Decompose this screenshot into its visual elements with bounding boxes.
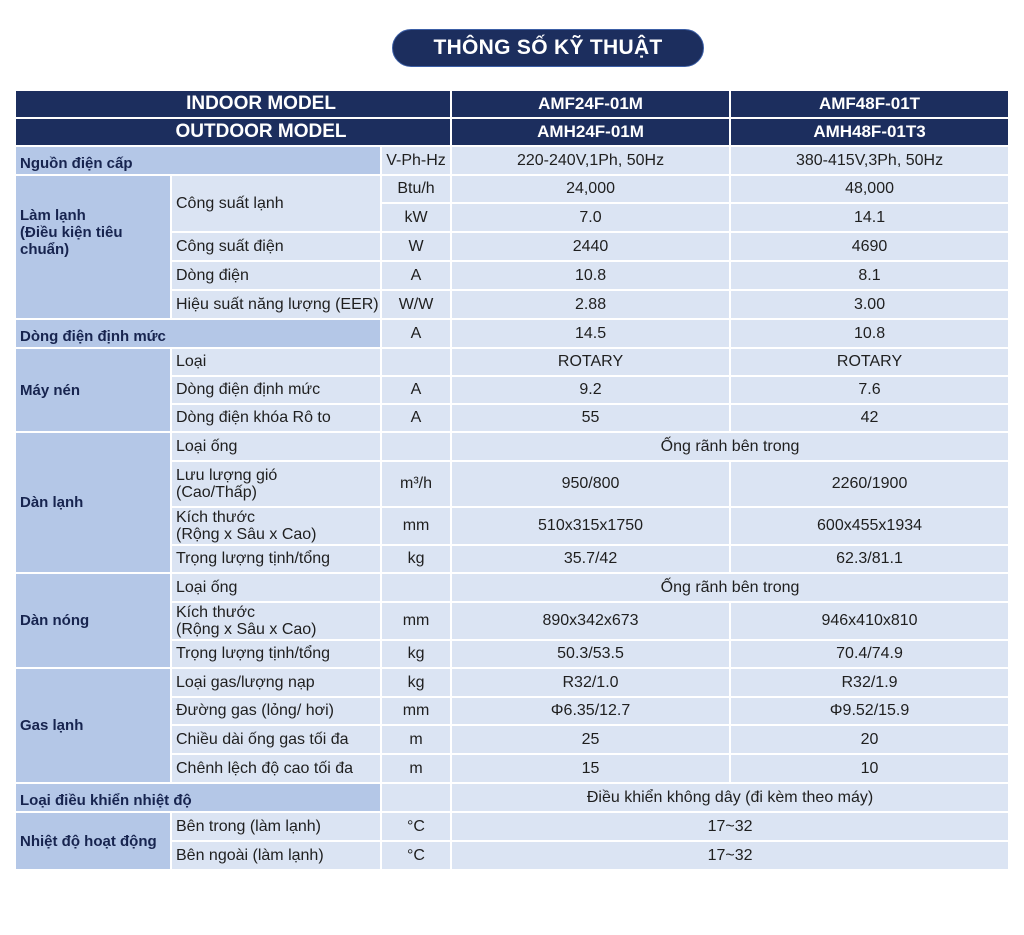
refrigerant-group-label: Gas lạnh bbox=[15, 668, 171, 783]
outdoor-model-label: OUTDOOR MODEL bbox=[15, 118, 451, 146]
controller-row bbox=[15, 783, 1009, 812]
indoor-model-1: AMF24F-01M bbox=[451, 90, 730, 118]
cooling-btu-value-2: 48,000 bbox=[730, 175, 1009, 203]
compressor-type-unit bbox=[381, 348, 451, 376]
gas-piping-label: Đường gas (lỏng/ hơi) bbox=[171, 697, 381, 725]
gas-charge-value-1: R32/1.0 bbox=[451, 668, 730, 697]
eer-label: Hiệu suất năng lượng (EER) bbox=[171, 290, 381, 319]
cooling-capacity-btu-row bbox=[15, 175, 1009, 203]
rated-current-value-2: 10.8 bbox=[730, 319, 1009, 348]
indoor-weight-unit: kg bbox=[381, 545, 451, 573]
power-supply-unit: V-Ph-Hz bbox=[381, 146, 451, 175]
max-height-value-2: 10 bbox=[730, 754, 1009, 783]
eer-unit: W/W bbox=[381, 290, 451, 319]
controller-unit bbox=[381, 783, 451, 812]
indoor-pipe-label: Loại ống bbox=[171, 432, 381, 461]
compressor-rated-current-unit: A bbox=[381, 376, 451, 404]
indoor-airflow-label: Lưu lượng gió (Cao/Thấp) bbox=[171, 461, 381, 507]
cooling-current-label: Dòng điện bbox=[171, 261, 381, 290]
cooling-btu-unit: Btu/h bbox=[381, 175, 451, 203]
compressor-type-value-2: ROTARY bbox=[730, 348, 1009, 376]
compressor-type-label: Loại bbox=[171, 348, 381, 376]
indoor-dimensions-label: Kích thước (Rộng x Sâu x Cao) bbox=[171, 507, 381, 545]
compressor-lra-value-1: 55 bbox=[451, 404, 730, 432]
outdoor-dimensions-label: Kích thước (Rộng x Sâu x Cao) bbox=[171, 602, 381, 640]
cooling-kw-value-2: 14.1 bbox=[730, 203, 1009, 232]
operating-outdoor-value: 17~32 bbox=[451, 841, 1009, 870]
outdoor-dimensions-value-1: 890x342x673 bbox=[451, 602, 730, 640]
compressor-lra-unit: A bbox=[381, 404, 451, 432]
operating-indoor-value: 17~32 bbox=[451, 812, 1009, 841]
outdoor-pipe-row bbox=[15, 573, 1009, 602]
max-length-value-2: 20 bbox=[730, 725, 1009, 754]
controller-label: Loại điều khiển nhiệt độ bbox=[15, 783, 381, 812]
outdoor-pipe-unit bbox=[381, 573, 451, 602]
gas-charge-unit: kg bbox=[381, 668, 451, 697]
outdoor-weight-value-2: 70.4/74.9 bbox=[730, 640, 1009, 668]
power-supply-value-1: 220-240V,1Ph, 50Hz bbox=[451, 146, 730, 175]
indoor-airflow-value-1: 950/800 bbox=[451, 461, 730, 507]
eer-value-2: 3.00 bbox=[730, 290, 1009, 319]
power-supply-label: Nguồn điện cấp bbox=[15, 146, 381, 175]
compressor-rated-current-label: Dòng điện định mức bbox=[171, 376, 381, 404]
indoor-model-2: AMF48F-01T bbox=[730, 90, 1009, 118]
compressor-group-label: Máy nén bbox=[15, 348, 171, 432]
indoor-model-label: INDOOR MODEL bbox=[15, 90, 451, 118]
outdoor-dimensions-value-2: 946x410x810 bbox=[730, 602, 1009, 640]
rated-current-row bbox=[15, 319, 1009, 348]
cooling-current-value-2: 8.1 bbox=[730, 261, 1009, 290]
gas-charge-label: Loại gas/lượng nạp bbox=[171, 668, 381, 697]
indoor-pipe-unit bbox=[381, 432, 451, 461]
operating-indoor-row bbox=[15, 812, 1009, 841]
outdoor-pipe-value: Ống rãnh bên trong bbox=[451, 573, 1009, 602]
gas-piping-unit: mm bbox=[381, 697, 451, 725]
compressor-rated-current-value-1: 9.2 bbox=[451, 376, 730, 404]
outdoor-weight-label: Trọng lượng tịnh/tổng bbox=[171, 640, 381, 668]
rated-current-label: Dòng điện định mức bbox=[15, 319, 381, 348]
max-length-value-1: 25 bbox=[451, 725, 730, 754]
max-length-label: Chiều dài ống gas tối đa bbox=[171, 725, 381, 754]
indoor-airflow-unit: m³/h bbox=[381, 461, 451, 507]
max-height-unit: m bbox=[381, 754, 451, 783]
max-height-label: Chênh lệch độ cao tối đa bbox=[171, 754, 381, 783]
indoor-dimensions-value-1: 510x315x1750 bbox=[451, 507, 730, 545]
eer-value-1: 2.88 bbox=[451, 290, 730, 319]
controller-value: Điều khiển không dây (đi kèm theo máy) bbox=[451, 783, 1009, 812]
gas-charge-row bbox=[15, 668, 1009, 697]
power-input-value-1: 2440 bbox=[451, 232, 730, 261]
max-length-unit: m bbox=[381, 725, 451, 754]
gas-piping-value-1: Φ6.35/12.7 bbox=[451, 697, 730, 725]
cooling-kw-value-1: 7.0 bbox=[451, 203, 730, 232]
cooling-group-label: Làm lạnh (Điều kiện tiêu chuẩn) bbox=[15, 175, 171, 319]
outdoor-unit-group-label: Dàn nóng bbox=[15, 573, 171, 668]
power-input-label: Công suất điện bbox=[171, 232, 381, 261]
indoor-weight-value-2: 62.3/81.1 bbox=[730, 545, 1009, 573]
compressor-lra-label: Dòng điện khóa Rô to bbox=[171, 404, 381, 432]
power-input-unit: W bbox=[381, 232, 451, 261]
outdoor-dimensions-unit: mm bbox=[381, 602, 451, 640]
cooling-kw-unit: kW bbox=[381, 203, 451, 232]
power-supply-row bbox=[15, 146, 1009, 175]
max-height-value-1: 15 bbox=[451, 754, 730, 783]
cooling-current-unit: A bbox=[381, 261, 451, 290]
compressor-rated-current-value-2: 7.6 bbox=[730, 376, 1009, 404]
cooling-capacity-label: Công suất lạnh bbox=[171, 175, 381, 232]
outdoor-model-1: AMH24F-01M bbox=[451, 118, 730, 146]
power-supply-value-2: 380-415V,3Ph, 50Hz bbox=[730, 146, 1009, 175]
outdoor-pipe-label: Loại ống bbox=[171, 573, 381, 602]
indoor-weight-label: Trọng lượng tịnh/tổng bbox=[171, 545, 381, 573]
outdoor-weight-unit: kg bbox=[381, 640, 451, 668]
operating-outdoor-label: Bên ngoài (làm lạnh) bbox=[171, 841, 381, 870]
indoor-model-row bbox=[15, 90, 1009, 118]
indoor-pipe-value: Ống rãnh bên trong bbox=[451, 432, 1009, 461]
indoor-unit-group-label: Dàn lạnh bbox=[15, 432, 171, 573]
indoor-dimensions-unit: mm bbox=[381, 507, 451, 545]
compressor-type-value-1: ROTARY bbox=[451, 348, 730, 376]
indoor-airflow-value-2: 2260/1900 bbox=[730, 461, 1009, 507]
spec-table bbox=[14, 89, 1010, 871]
gas-charge-value-2: R32/1.9 bbox=[730, 668, 1009, 697]
gas-piping-value-2: Φ9.52/15.9 bbox=[730, 697, 1009, 725]
outdoor-model-2: AMH48F-01T3 bbox=[730, 118, 1009, 146]
indoor-dimensions-value-2: 600x455x1934 bbox=[730, 507, 1009, 545]
compressor-type-row bbox=[15, 348, 1009, 376]
cooling-current-value-1: 10.8 bbox=[451, 261, 730, 290]
compressor-lra-value-2: 42 bbox=[730, 404, 1009, 432]
power-input-value-2: 4690 bbox=[730, 232, 1009, 261]
outdoor-model-row bbox=[15, 118, 1009, 146]
outdoor-weight-value-1: 50.3/53.5 bbox=[451, 640, 730, 668]
indoor-pipe-row bbox=[15, 432, 1009, 461]
page-title: THÔNG SỐ KỸ THUẬT bbox=[392, 29, 704, 67]
cooling-btu-value-1: 24,000 bbox=[451, 175, 730, 203]
operating-outdoor-unit: °C bbox=[381, 841, 451, 870]
rated-current-unit: A bbox=[381, 319, 451, 348]
operating-indoor-label: Bên trong (làm lạnh) bbox=[171, 812, 381, 841]
operating-indoor-unit: °C bbox=[381, 812, 451, 841]
operating-temp-group-label: Nhiệt độ hoạt động bbox=[15, 812, 171, 870]
indoor-weight-value-1: 35.7/42 bbox=[451, 545, 730, 573]
rated-current-value-1: 14.5 bbox=[451, 319, 730, 348]
